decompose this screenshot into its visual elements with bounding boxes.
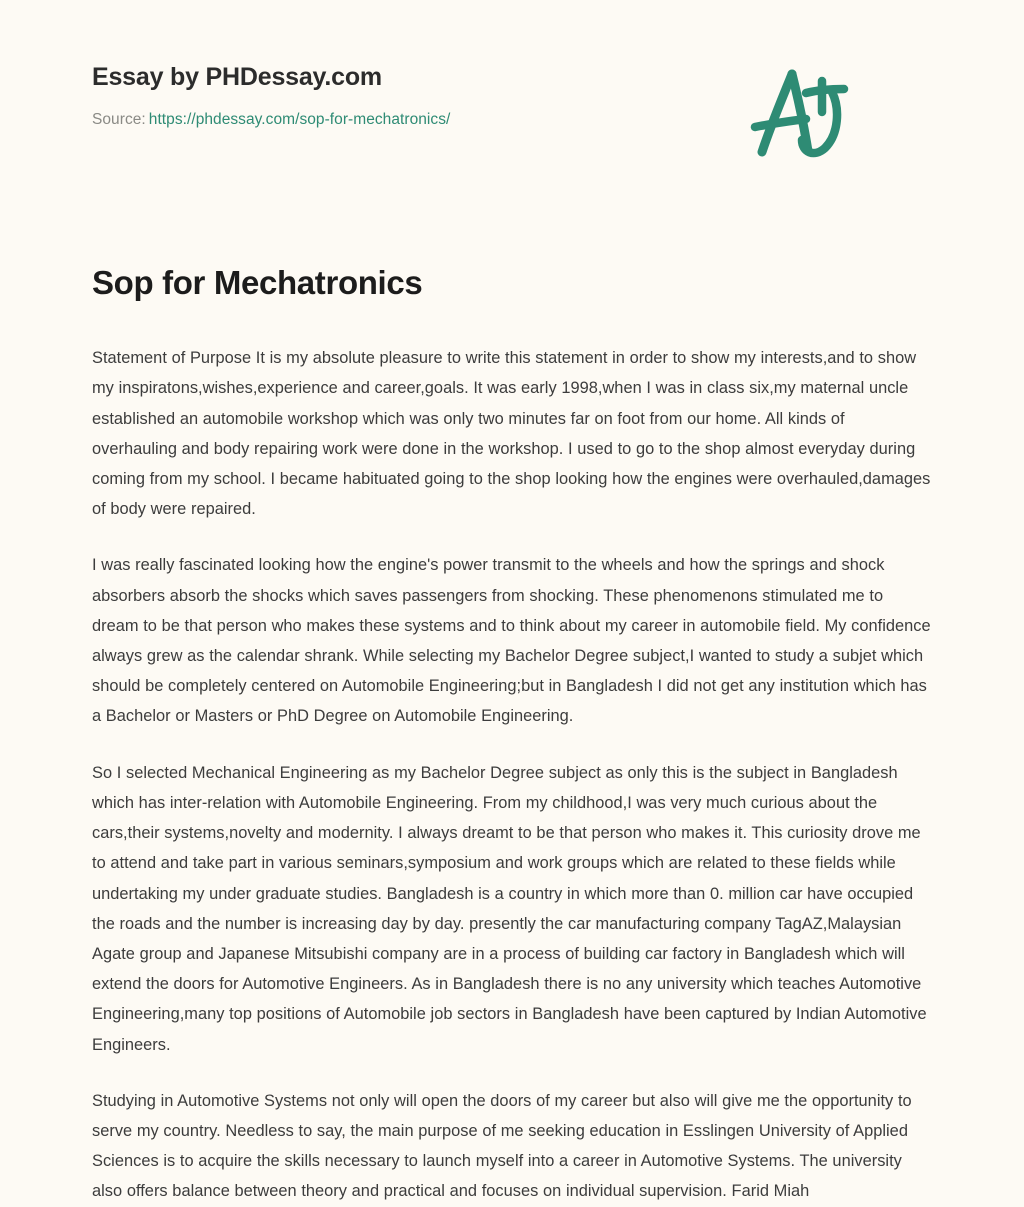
essay-paragraph: So I selected Mechanical Engineering as my Bachelor Degree subject as only this is the subject in Bangladesh which has inter-relation with Automobile Engineering. From my childhood,I was very much curious about the cars,their systems,novelty and modernity. I always dreamt to be that person who makes it. This curiosity drove me to attend and take part in various seminars,symposium and work groups which are related to these fields while undertaking my under graduate studies. Bangladesh is a country in which more than 0. million car have occupied the roads and the number is increasing day by day. presently the car manufacturing company TagAZ,Malaysian Agate group and Japanese Mitsubishi company are in a process of building car factory in Bangladesh which will extend the doors for Automotive Engineers. As in Bangladesh there is no any university which teaches Automotive Engineering,many top positions of Automobile job sectors in Bangladesh have been captured by Indian Automotive Engineers. (92, 763, 927, 1054)
essay-paragraph: I was really fascinated looking how the engine's power transmit to the wheels and how the springs and shock absorbers absorb the shocks which saves passengers from shocking. These phenomenons stimulated me to dream to be that person who makes these systems and to think about my career in automobile field. My confidence always grew as the calendar shrank. While selecting my Bachelor Degree subject,I wanted to study a subjet which should be completely centered on Automobile Engineering;but in Bangladesh I did not get any institution which has a Bachelor or Masters or PhD Degree on Automobile Engineering. (92, 556, 931, 726)
page-header (92, 0, 932, 180)
essay-body (92, 303, 932, 1206)
source-line (92, 110, 932, 130)
site-brand-title: Essay by PHDessay.com (92, 63, 382, 91)
source-url-link[interactable]: https://phdessay.com/sop-for-mechatronics/ (148, 111, 451, 128)
essay-paragraph: Statement of Purpose It is my absolute pleasure to write this statement in order to show my interests,and to show my inspiratons,wishes,experience and career,goals. It was early 1998,when I was in class six,my maternal uncle established an automobile workshop which was only two minutes far on foot from our home. All kinds of overhauling and body repairing work were done in the workshop. I used to go to the shop almost everyday during coming from my school. I became habituated going to the shop looking how the engines were overhauled,damages of body were repaired. (92, 349, 931, 519)
page-title: Sop for Mechatronics (92, 264, 423, 301)
essay-paragraph: Studying in Automotive Systems not only will open the doors of my career but also will give me the opportunity to serve my country. Needless to say, the main purpose of me seeking education in Esslingen University of Applied Sciences is to acquire the skills necessary to launch myself into a career in Automotive Systems. The university also offers balance between theory and practical and focuses on individual supervision. Farid Miah (92, 1091, 912, 1201)
source-label: Source: (92, 111, 146, 128)
